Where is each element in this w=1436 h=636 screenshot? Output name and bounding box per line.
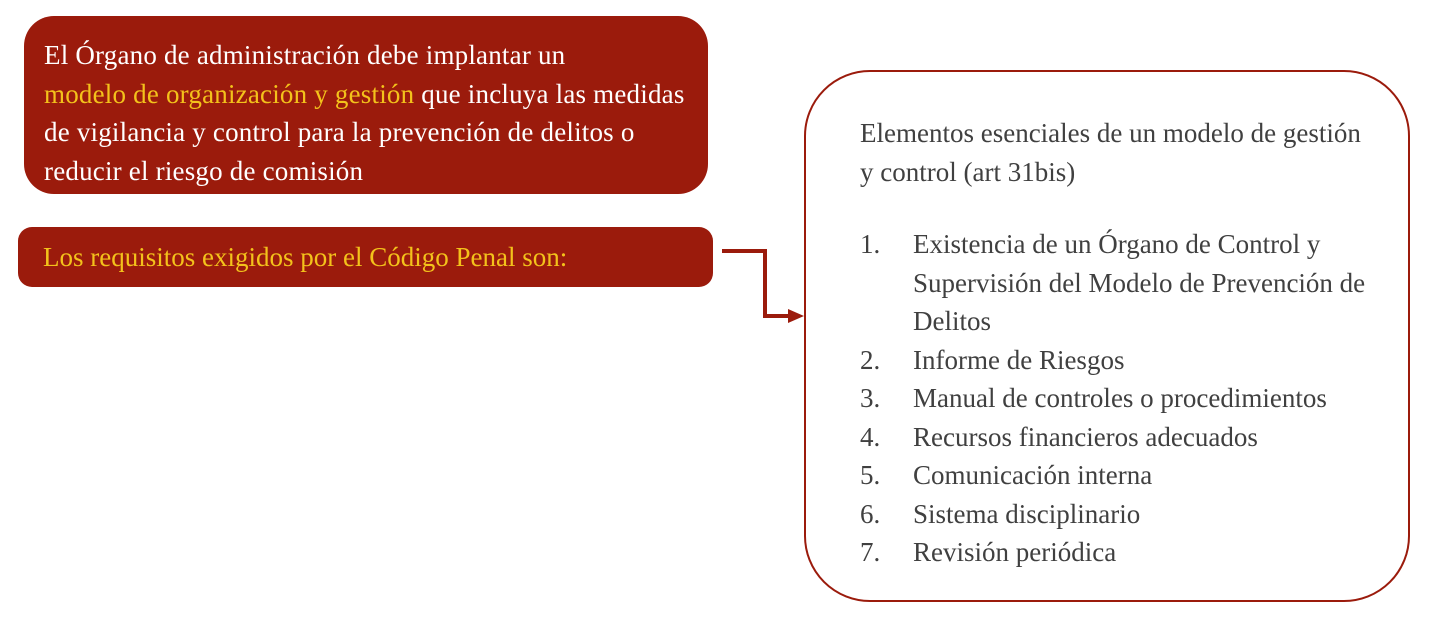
elements-list — [860, 225, 1400, 572]
elements-box — [804, 70, 1410, 602]
connector-line — [722, 251, 790, 316]
list-item-text: Existencia de un Órgano de Control y Supervisión del Modelo de Prevención de Delitos — [913, 229, 1366, 336]
list-item-text: Recursos financieros adecuados — [913, 421, 1258, 452]
intro-text-before: El Órgano de administración debe implantar un — [44, 40, 566, 70]
list-item — [860, 418, 1400, 457]
list-item-text: Manual de controles o procedimientos — [913, 383, 1327, 413]
list-item-number: 5. — [860, 460, 881, 490]
list-item-number: 4. — [860, 421, 881, 452]
list-item-number: 2. — [860, 344, 881, 375]
list-item — [860, 456, 1400, 495]
requirements-text: Los requisitos exigidos por el Código Penal son: — [43, 242, 568, 272]
list-item-text: Informe de Riesgos — [913, 344, 1125, 375]
elements-title: Elementos esenciales de un modelo de gestión y control (art 31bis) — [860, 118, 1361, 187]
list-item-number: 7. — [860, 537, 881, 567]
list-item — [860, 533, 1400, 572]
list-item-number: 1. — [860, 229, 881, 259]
list-item-text: Sistema disciplinario — [913, 498, 1141, 529]
intro-text-after: que incluya las medidas de vigilancia y control para la prevención de delitos o reducir el riesgo de comisión — [44, 78, 685, 186]
list-item-number: 3. — [860, 383, 881, 413]
list-item — [860, 225, 1400, 341]
list-item-text: Revisión periódica — [913, 537, 1117, 567]
list-item — [860, 341, 1400, 380]
list-item — [860, 379, 1400, 418]
list-item — [860, 495, 1400, 534]
arrow-head-icon — [788, 309, 804, 323]
list-item-text: Comunicación interna — [913, 460, 1153, 490]
list-item-number: 6. — [860, 498, 881, 529]
intro-highlight: modelo de organización y gestión — [44, 78, 415, 109]
